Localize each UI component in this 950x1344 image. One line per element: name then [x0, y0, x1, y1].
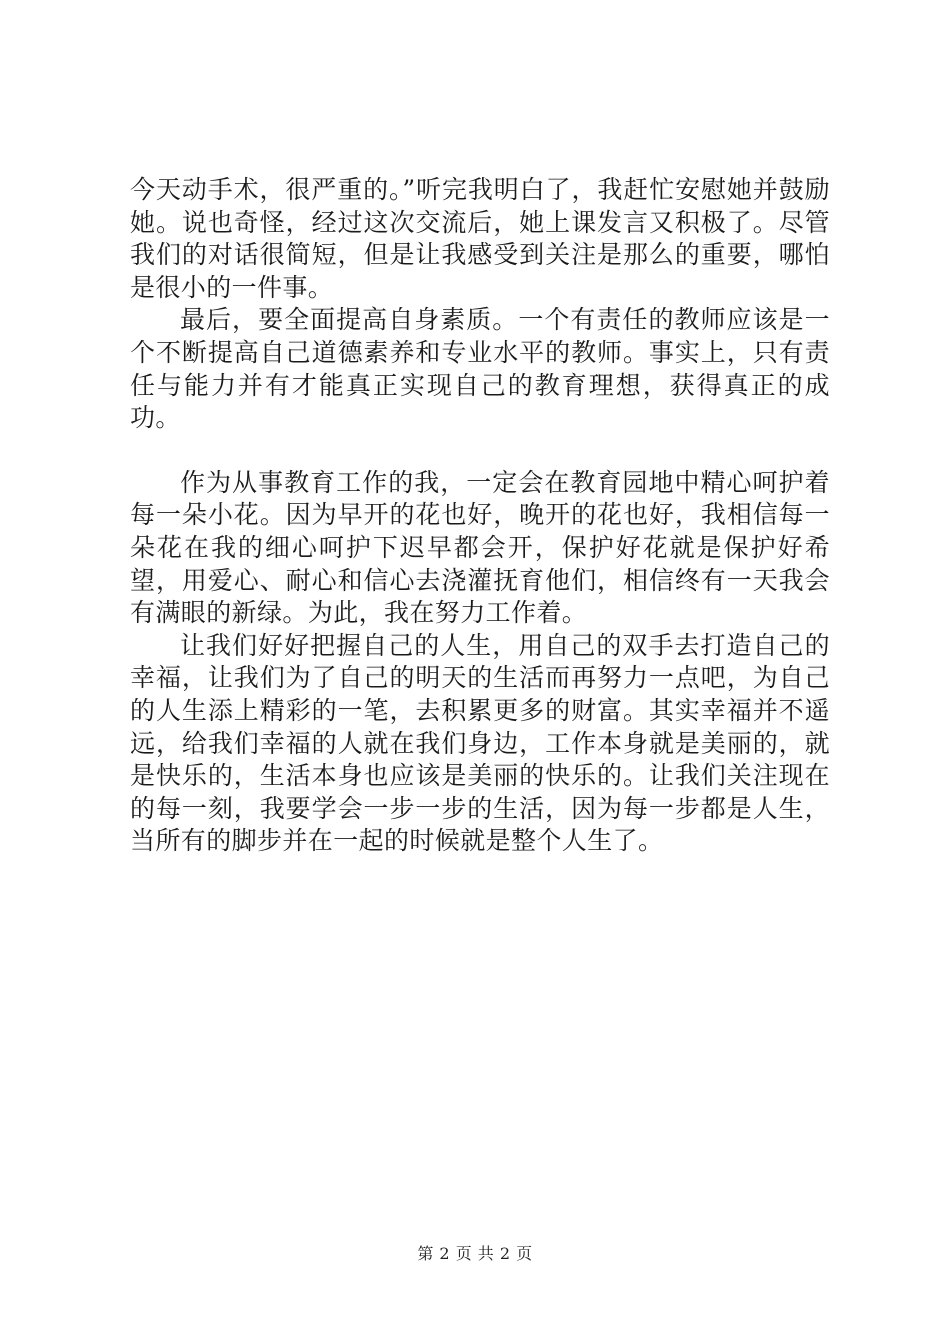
paragraph-continuation: 今天动手术，很严重的。”听完我明白了，我赶忙安慰她并鼓励她。说也奇怪，经过这次交流后，她上课发言又积极了。尽管我们的对话很简短，但是让我感受到关注是那么的重要，哪怕是很小的一件事。 — [130, 175, 830, 302]
page-number-footer: 第 2 页 共 2 页 — [417, 1244, 533, 1263]
document-body — [130, 174, 830, 858]
paragraph-education-work: 作为从事教育工作的我，一定会在教育园地中精心呵护着每一朵小花。因为早开的花也好，晚开的花也好，我相信每一朵花在我的细心呵护下迟早都会开，保护好花就是保护好希望，用爱心、耐心和信心去浇灌抚育他们，相信终有一天我会有满眼的新绿。为此，我在努力工作着。 — [130, 467, 830, 628]
paragraph-life-happiness: 让我们好好把握自己的人生，用自己的双手去打造自己的幸福，让我们为了自己的明天的生活而再努力一点吧，为自己的人生添上精彩的一笔，去积累更多的财富。其实幸福并不遥远，给我们幸福的人就在我们身边，工作本身就是美丽的，就是快乐的，生活本身也应该是美丽的快乐的。让我们关注现在的每一刻，我要学会一步一步的生活，因为每一步都是人生，当所有的脚步并在一起的时候就是整个人生了。 — [130, 630, 830, 856]
paragraph-self-improvement: 最后，要全面提高自身素质。一个有责任的教师应该是一个不断提高自己道德素养和专业水平的教师。事实上，只有责任与能力并有才能真正实现自己的教育理想，获得真正的成功。 — [130, 305, 830, 433]
